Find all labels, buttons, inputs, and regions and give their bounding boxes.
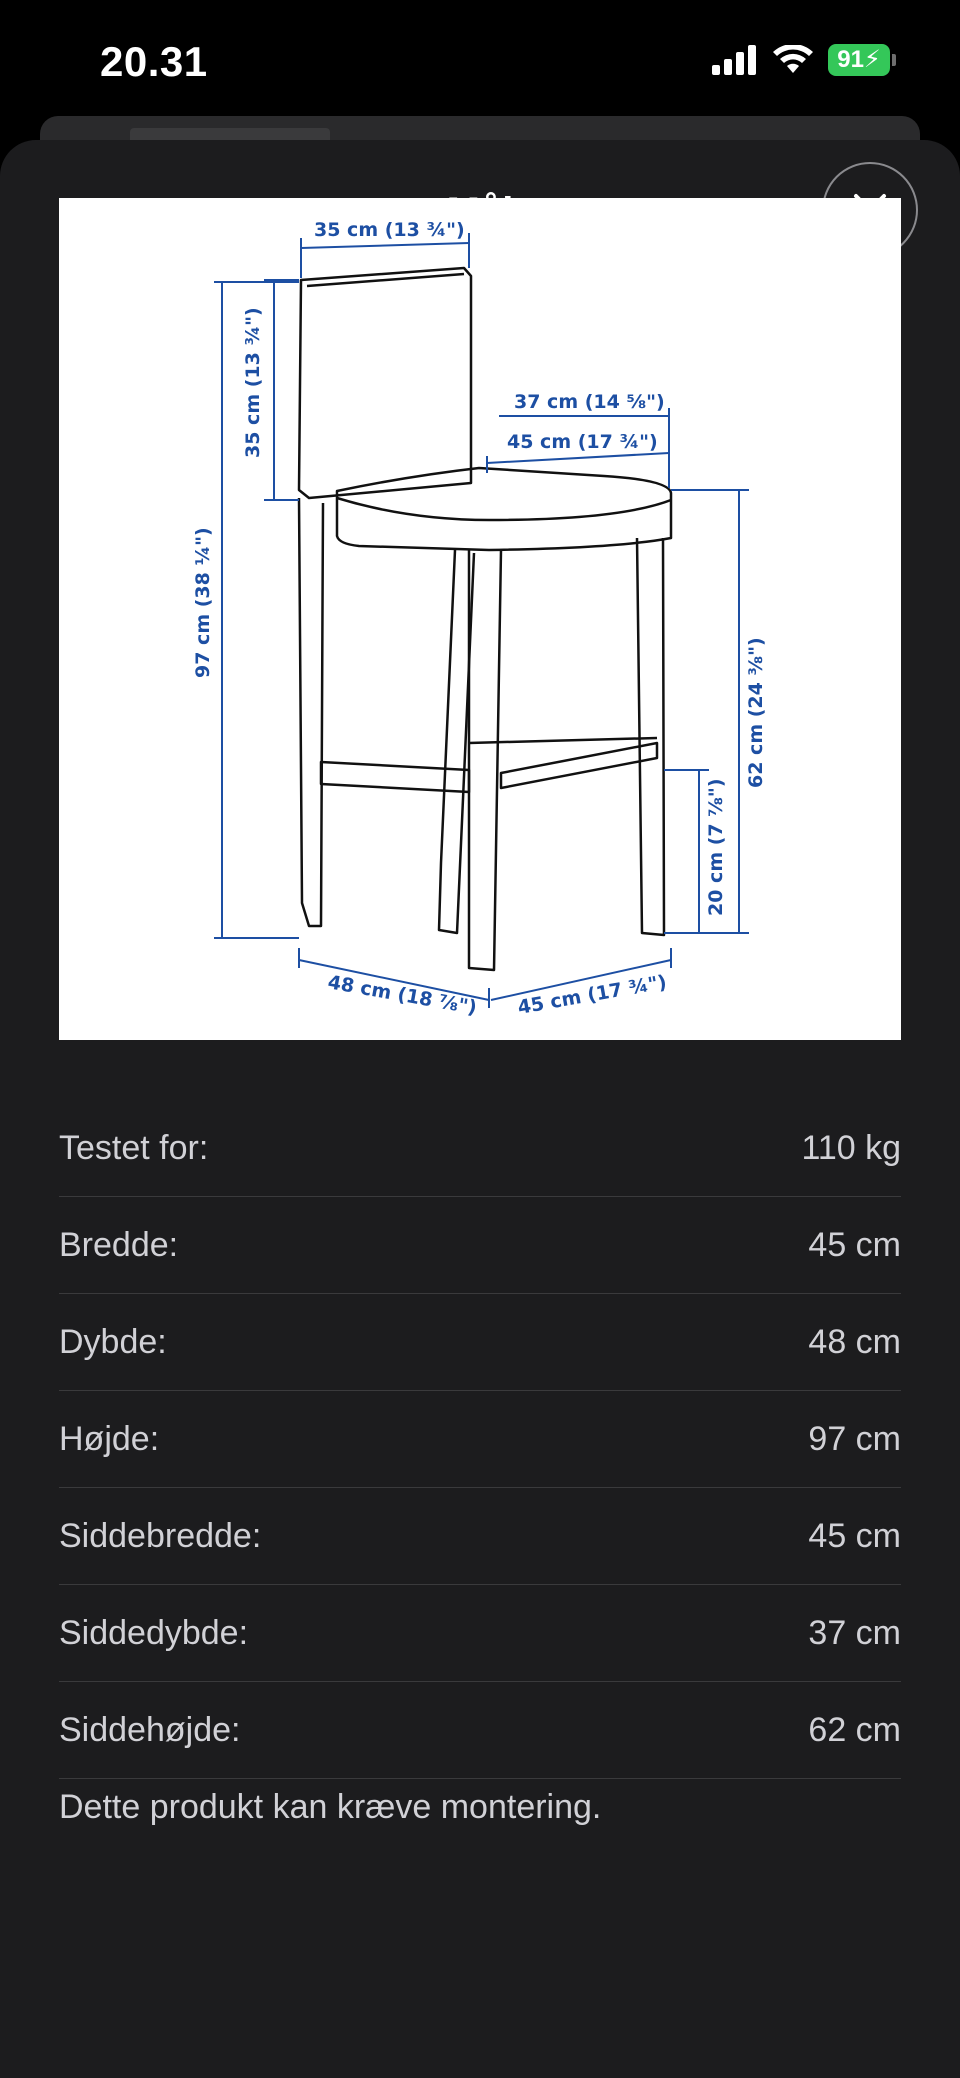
dimension-diagram — [59, 198, 901, 1040]
spec-label: Siddedybde: — [59, 1613, 249, 1652]
spec-value: 97 cm — [808, 1419, 901, 1458]
cellular-signal-icon — [712, 45, 758, 75]
spec-row-seat-height — [59, 1682, 901, 1779]
wifi-icon — [772, 45, 814, 75]
spec-row-seat-width — [59, 1488, 901, 1585]
spec-row-tested-for — [59, 1100, 901, 1197]
spec-label: Siddebredde: — [59, 1516, 262, 1555]
spec-value: 110 kg — [801, 1128, 901, 1167]
status-time: 20.31 — [100, 38, 208, 85]
label-base-depth: 48 cm (18 ⅞") — [326, 971, 479, 1020]
stool-outline — [299, 268, 671, 970]
spec-value: 62 cm — [808, 1710, 901, 1749]
status-bar — [0, 0, 960, 120]
battery-charging-icon — [828, 44, 896, 76]
bar-stool-drawing — [59, 198, 901, 1040]
spec-value: 45 cm — [808, 1225, 901, 1264]
status-icons — [712, 44, 896, 76]
dimension-lines — [214, 233, 749, 1008]
battery-level: 91⚡ — [828, 44, 890, 76]
spec-row-depth — [59, 1294, 901, 1391]
label-back-height: 35 cm (13 ¾") — [242, 307, 264, 458]
label-total-height: 97 cm (38 ¼") — [192, 527, 214, 678]
spec-label: Højde: — [59, 1419, 160, 1458]
spec-label: Dybde: — [59, 1322, 167, 1361]
assembly-note: Dette produkt kan kræve montering. — [59, 1788, 602, 1826]
label-back-width: 35 cm (13 ¾") — [314, 219, 465, 241]
dimension-labels — [192, 219, 767, 1019]
spec-label: Testet for: — [59, 1128, 209, 1167]
specs-list — [59, 1100, 901, 1779]
label-seat-width: 45 cm (17 ¾") — [507, 431, 658, 453]
label-footrest-height: 20 cm (7 ⅞") — [705, 778, 727, 916]
spec-value: 48 cm — [808, 1322, 901, 1361]
spec-value: 45 cm — [808, 1516, 901, 1555]
label-seat-height: 62 cm (24 ⅜") — [745, 637, 767, 788]
spec-value: 37 cm — [808, 1613, 901, 1652]
spec-row-seat-depth — [59, 1585, 901, 1682]
label-base-width: 45 cm (17 ¾") — [516, 971, 669, 1019]
spec-label: Siddehøjde: — [59, 1710, 241, 1749]
spec-label: Bredde: — [59, 1225, 179, 1264]
label-seat-depth: 37 cm (14 ⅝") — [514, 391, 665, 413]
spec-row-width — [59, 1197, 901, 1294]
spec-row-height — [59, 1391, 901, 1488]
